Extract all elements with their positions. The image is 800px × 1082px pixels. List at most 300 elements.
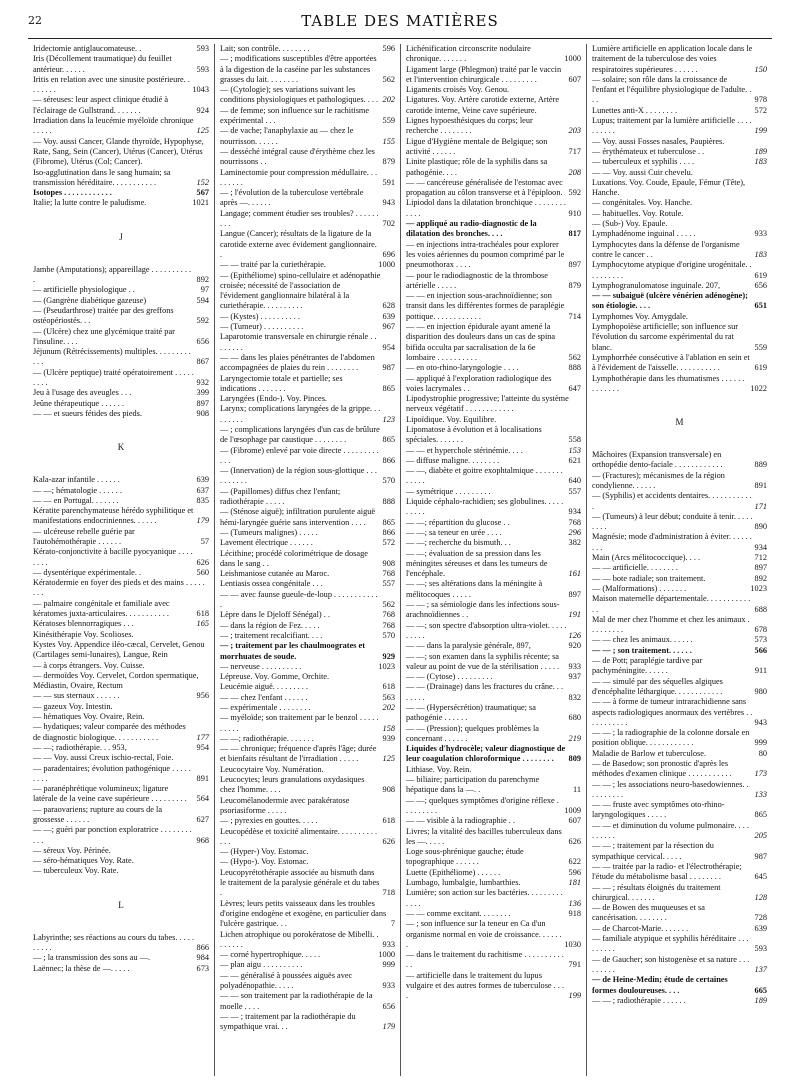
entry-text: — biliaire; participation du parenchyme hépatique dans la —. . [406,775,540,795]
entry-page-number: 980 [754,686,767,696]
index-entry [406,415,581,425]
index-entry [406,291,581,322]
section-letter: L [118,899,124,910]
index-entry [220,353,395,374]
index-entry [406,394,581,415]
index-entry [220,610,395,620]
entry-text: Lumière; son action sur les bactéries. . . . . . . . . . . . . [406,888,563,908]
index-entry [592,955,767,976]
index-entry [33,399,209,409]
entry-text: — — subaiguë (ulcère vénérien adénogène); son étiologie. . . . [592,291,748,311]
entry-text: — ; l'évolution de la tuberculose vertébrale après —. . . . . . [220,188,364,208]
index-entry [220,744,395,765]
index-entry [220,734,395,744]
index-entry [33,753,209,763]
entry-text: Magnésie; mode d'administration à éviter. . . . . . . . . [592,532,752,552]
entry-page-number: 1000 [378,950,395,960]
entry-page-number: 137 [754,964,767,974]
entry-text: Kératite parenchymateuse hérédo syphilitique et manifestations endocriniennes. . . . . . [33,506,194,526]
entry-text: — — et hyperchole stérinémie. . . . [406,445,523,455]
index-entry [220,960,395,970]
entry-text: Lipodystrophie progressive; l'atteinte du système nerveux végétatif . . . . . . . . . . . . [406,394,569,414]
entry-text: — nerveuse . . . . . . . . . . [220,661,302,671]
index-entry [220,54,395,85]
entry-page-number: 645 [754,872,767,882]
index-entry [33,630,209,640]
entry-page-number: 564 [196,794,209,804]
entry-text: Lumière artificielle en application locale dans le traitement de la tuberculose des voies respiratoires supérieures . . . . . . [592,44,753,74]
entry-text: — Voy. aussi Fosses nasales, Paupières. [592,136,725,146]
entry-text: — — en Portugal. . . . . . . [33,495,119,505]
index-entry [220,590,395,611]
entry-text: Laryngectomie totale et partielle; ses indications . . . . . . . [220,373,343,393]
entry-page-number: 866 [382,455,395,465]
entry-page-number: 165 [196,619,209,629]
entry-page-number: 621 [568,455,581,465]
entry-page-number: 382 [568,538,581,548]
entry-text: Larynx; complications laryngées de la grippe. . . . . . . . . [220,404,381,424]
entry-text: — de Pott; paraplégie tardive par pachyméningite. . . . . . [592,656,703,676]
index-entry [220,950,395,960]
index-entry [33,619,209,629]
index-entry [592,594,767,615]
entry-page-number: 152 [196,177,209,187]
entry-text: Kinésithérapie Voy. Scolioses. [33,629,134,639]
entry-page-number: 832 [568,692,581,702]
index-entry [220,693,395,703]
entry-page-number: 1009 [564,805,581,815]
entry-page-number: 136 [568,898,581,908]
index-entry [406,44,581,65]
entry-text: — séro-hématiques Voy. Rate. [33,856,134,866]
index-entry [33,547,209,568]
index-entry [406,219,581,240]
entry-text: — expérimentale . . . . . . . . [220,703,311,712]
entry-text: — (Ulcère peptique) traité opératoirement . . . . . . . . . [33,367,194,388]
index-entry [220,930,395,951]
entry-page-number: 202 [382,703,395,712]
entry-text: — gazeux Voy. Intestin. [33,701,113,711]
index-entry [33,116,209,137]
index-entry [592,75,767,106]
index-entry [406,322,581,363]
entry-page-number: 714 [568,311,581,321]
entry-text: Lignes hypoesthésiques du corps; leur recherche . . . . . . . . [406,116,533,136]
index-entry [592,312,767,322]
index-entry [406,827,581,848]
entry-page-number: 696 [382,249,395,259]
entry-text: Lavement électrique . . . . . . [220,538,313,548]
entry-page-number: 562 [568,352,581,362]
entry-text: — solaire; son rôle dans la croissance de l'enfant et l'équilibre physiologique de l'adulte. . . . [592,74,752,105]
index-entry [220,847,395,857]
entry-page-number: 865 [382,435,395,445]
index-entry [220,168,395,189]
index-entry [406,682,581,703]
entry-text: — (Epithéliome) spino-cellulaire et adénopathie croisée; nécessité de l'association de l'évidement ganglionnaire bilatéral à la curiethérapie. . . . . . . . . . [220,270,381,311]
entry-text: — (Fractures); mécanismes de la région condylienne. . . . . . [592,470,725,490]
entry-text: — ; traitement recalcifiant. . . . [220,630,323,640]
index-entry [220,971,395,992]
entry-page-number: 954 [382,342,395,352]
index-entry [33,691,209,701]
entry-page-number: 933 [754,229,767,239]
entry-text: Laënnec; la thèse de —. . . . . [33,963,130,973]
index-entry [33,54,209,75]
index-entry [220,507,395,528]
entry-text: — palmaire congénitale et familiale avec kératomes juxta-articulaires. . . . . . . . . . . [33,598,170,619]
entry-page-number: 177 [196,732,209,742]
entry-page-number: 607 [568,816,581,826]
entry-page-number: 943 [754,717,767,727]
entry-text: — — ; traitement par la radiothérapie du sympathique vrai. . . [220,1011,356,1032]
entry-text: — — dans les plaies pénétrantes de l'abdomen accompagnées de plaies du rein . . . . . . . . [220,352,375,373]
entry-page-number: 619 [754,270,767,280]
entry-page-number: 80 [758,748,767,758]
entry-page-number: 125 [382,754,395,764]
index-entry [592,219,767,229]
index-entry [592,934,767,955]
entry-page-number: 984 [196,953,209,963]
entry-page-number: 968 [196,835,209,845]
index-entry [406,425,581,446]
section-letter: M [675,417,684,428]
index-entry [592,615,767,636]
entry-page-number: 570 [382,476,395,486]
entry-text: Lupus; traitement par la lumière artificielle . . . . . . . . . . [592,116,752,136]
entry-text: Main (Arcs mélitococcique). . . . [592,553,701,563]
index-entry [406,240,581,271]
entry-page-number: 1022 [750,383,767,393]
entry-page-number: 639 [382,311,395,321]
entry-page-number: 934 [754,542,767,552]
entry-page-number: 183 [754,249,767,259]
entry-page-number: 627 [196,815,209,824]
entry-text: — —; radiothérapie. . . . . . . [220,733,314,743]
entry-page-number: 97 [200,285,209,295]
entry-page-number: 125 [196,126,209,136]
index-entry [592,147,767,157]
index-entry [592,450,767,471]
index-entry [33,846,209,856]
index-entry [592,291,767,312]
entry-text: Liquides d'hydrocèle; valeur diagnostique de leur coagulation chloroformique . . . . . . . . [406,744,566,764]
entry-text: Kératodermie en foyer des pieds et des mains . . . . . . . . [33,578,205,598]
entry-text: Italie; la lutte contre le paludisme. [33,198,147,208]
entry-page-number: 954 [196,742,209,752]
entry-page-number: 626 [382,836,395,846]
entry-text: Ligament large (Phlegmon) traité par le vaccin et l'intervention chirurgicale . . . . . . . . . [406,64,562,84]
entry-text: Lymphocytes dans la défense de l'organisme contre le cancer . . [592,239,740,259]
entry-page-number: 626 [196,557,209,567]
entry-text: Kala-azar infantile . . . . . . [33,475,120,485]
index-entry [33,764,209,785]
entry-page-number: 1000 [564,54,581,64]
entry-text: — diffuse maligne. . . . . . . . [406,455,500,465]
index-entry [220,126,395,147]
entry-text: Kystes Voy. Appendice iléo-cæcal, Cervelet, Genou (Cartilages semi-lunaires), Langue, Rein [33,639,205,660]
entry-page-number: 203 [568,126,581,136]
entry-text: — — ; résultats éloignés du traitement chirurgical. . . . . . . [592,882,721,902]
entry-page-number: 618 [196,609,209,619]
index-entry [592,281,767,291]
entry-text: — — (Pression); quelques problèmes la concernant . . . . . . [406,723,539,743]
entry-text: Irradiation dans la leucémie myéloïde chronique . . . . . [33,116,194,136]
entry-text: Leucopédèse et toxicité alimentaire. . . . . . . . . . . . . [220,826,378,846]
index-entry [220,579,395,589]
index-entry [220,446,395,467]
entry-page-number: 656 [196,336,209,346]
entry-text: — plan aigu . . . . . . . . . . [220,960,303,970]
index-entry [406,157,581,178]
entry-text: — habituelles. Voy. Rotule. [592,208,684,218]
entry-page-number: 183 [754,157,767,167]
entry-text: — paradentaires; évolution pathogénique . . . . . . . . . [33,763,191,783]
index-entry [592,841,767,862]
index-entry [592,800,767,821]
entry-page-number: 908 [382,785,395,795]
entry-text: — séreux Voy. Périnée. [33,845,111,855]
index-entry [33,527,209,548]
entry-page-number: 1000 [378,260,395,270]
entry-page-number: 889 [754,460,767,470]
entry-page-number: 865 [754,810,767,820]
entry-text: — (Malformations) . . . . . . . [592,583,687,593]
entry-text: — dysentérique expérimentale. . [33,567,142,577]
entry-text: Linite plastique; rôle de la syphilis dans sa pathogénie. . . . [406,157,548,177]
index-entry [406,971,581,1002]
entry-page-number: 718 [382,888,395,898]
entry-text: Ligatures. Voy. Artère carotide externe, Artère carotide interne, Veine cave supérieure. [406,95,560,115]
index-entry [592,780,767,801]
index-entry [33,712,209,722]
entry-text: Leucocytaire Voy. Numération. [220,764,324,774]
entry-text: Labyrinthe; ses réactions au cours du tabes. . . . . . . . . . [33,932,195,953]
index-entry [220,332,395,353]
entry-page-number: 967 [382,322,395,332]
entry-page-number: 891 [754,480,767,490]
entry-page-number: 592 [196,316,209,326]
entry-text: Luxations. Voy. Coude, Epaule, Fémur (Tête), Hanche. [592,177,746,198]
entry-text: — Voy. aussi Cancer, Glande thyroïde, Hypophyse, Rate, Sang, Sein (Cancer), Utérus (Cancer), Utérus (Fibrome), Utérus (Col; Cancer). [33,136,204,167]
index-entry [220,271,395,312]
entry-page-number: 593 [196,64,209,74]
entry-page-number: 637 [196,485,209,495]
entry-text: — appliqué au radio-diagnostic de la dilatation des bronches. . . . [406,219,537,239]
index-entry [33,671,209,692]
entry-text: — — (Drainage) dans les fractures du crâne. . . . . . . . [406,682,564,702]
index-entry [592,374,767,395]
entry-page-number: 865 [382,383,395,393]
entry-text: Langue (Cancer); résultats de la ligature de la carotide externe avec évidement ganglionnaire. . [220,229,377,259]
index-entry [406,579,581,600]
entry-text: — — son traitement par la radiothérapie de la moelle . . . . [220,991,373,1011]
index-entry [592,353,767,374]
entry-page-number: 562 [382,600,395,610]
entry-text: — de Gaucher; son histogenèse et sa nature . . . . . . . . . [592,954,750,974]
entry-page-number: 618 [382,816,395,826]
entry-page-number: 999 [754,738,767,748]
index-entry [33,347,209,368]
entry-text: — (Kystes) . . . . . . . . . . [220,311,300,321]
index-entry [33,198,209,208]
index-entry [406,538,581,548]
entry-page-number: 219 [568,733,581,743]
entry-text: — —; ses altérations dans la méningite à mélitocoques . . . . . [406,579,543,599]
entry-text: Ligaments croisés Voy. Genou. [406,85,510,95]
entry-page-number: 987 [382,363,395,373]
entry-text: Jeu à l'usage des aveugles . . . [33,388,132,398]
entry-page-number: 557 [568,486,581,496]
entry-text: — — ; radiothérapie . . . . . . [592,995,686,1005]
index-entry [33,805,209,826]
entry-text: — (Ulcère) chez une glycémique traité par l'insuline. . . . [33,326,175,346]
entry-text: — hydatiques; valeur comparée des méthodes de diagnostic biologique. . . . . . . . . . . [33,722,186,742]
entry-text: — (Papillomes) diffus chez l'enfant; radiothérapie . . . . . [220,486,341,507]
entry-text: — — Voy. aussi Creux ischio-rectal, Foie. [33,753,174,763]
entry-page-number: 199 [568,991,581,1001]
index-entry [33,784,209,805]
entry-text: — — comme excitant. . . . . . . . [406,908,511,918]
entry-text: — (Hyper-) Voy. Estomac. [220,847,309,857]
entry-text: Loge sous-phrénique gauche; étude topographique . . . . . . [406,847,524,867]
index-entry [406,518,581,528]
index-entry [406,847,581,868]
entry-page-number: 57 [200,536,209,546]
entry-page-number: 888 [568,363,581,373]
index-entry [220,209,395,230]
entry-text: — — ; son traitement. . . . . . [592,645,692,655]
entry-page-number: 728 [754,913,767,923]
entry-page-number: 929 [382,651,395,661]
entry-text: — paraovariens; rupture au cours de la grossesse . . . . . . [33,804,163,824]
index-entry [220,775,395,796]
entry-text: — —; quelques symptômes d'origine réflexe . . . . . . . . . [406,795,559,815]
index-entry [33,496,209,506]
entry-page-number: 607 [568,74,581,84]
index-entry [33,168,209,189]
entry-page-number: 835 [196,495,209,505]
index-entry [33,188,209,198]
entry-page-number: 593 [196,44,209,53]
entry-text: Lipiodol dans la dilatation bronchique . . . . . . . . . . . . [406,198,566,218]
entry-page-number: 640 [568,476,581,486]
index-entry [220,44,395,54]
index-entry [220,538,395,548]
entry-page-number: 892 [196,275,209,285]
entry-page-number: 712 [754,553,767,563]
entry-text: — (Sténose aiguë); infiltration purulente aiguë hémi-laryngée guérie sans intervention . . . . [220,507,376,527]
entry-text: — (Fibrome) enlevé par voie directe . . . . . . . . . . . . [220,445,379,465]
entry-text: — — (Hypersécrétion) traumatique; sa pathogénie . . . . . . [406,703,536,723]
entry-text: — —; son spectre d'absorption ultra-violet. . . . . . . . . . [406,620,567,640]
index-entry [220,682,395,692]
entry-page-number: 939 [382,733,395,743]
index-entry [220,528,395,538]
entry-page-number: 596 [382,44,395,53]
entry-page-number: 999 [382,960,395,970]
index-entry [406,816,581,826]
index-entry [406,137,581,158]
entry-page-number: 189 [754,146,767,156]
entry-text: Lymphorrhée consécutive à l'ablation en sein et à l'évidement de l'aisselle. . . . . . . . . . . [592,352,750,373]
index-entry [220,796,395,817]
entry-text: Jeûne thérapeutique . . . . . . [33,398,125,408]
index-entry [33,722,209,743]
index-entry [406,600,581,621]
page-header [28,10,772,36]
entry-text: Isotopes . . . . . . . . . . . . [33,188,112,198]
entry-page-number: 567 [196,188,209,198]
entry-text: Leishmaniose cutanée au Maroc. [220,569,330,579]
entry-page-number: 897 [754,563,767,573]
entry-text: — — chez l'enfant . . . . . . [220,692,308,702]
entry-text: — de femme; son influence sur le rachitisme expérimental . . . [220,105,370,126]
index-entry [592,697,767,728]
index-entry [33,486,209,496]
entry-text: — de Charcot-Marie. . . . . . . [592,923,689,933]
index-entry [33,409,209,419]
index-entry [592,260,767,281]
entry-page-number: 937 [568,672,581,682]
entry-text: — — artificielle. . . . . . . . [592,563,678,573]
entry-text: — de vache; l'anaphylaxie au — chez le nourrisson. . . . . . [220,126,354,146]
entry-page-number: 688 [754,604,767,614]
index-entry [220,672,395,682]
index-entry [592,240,767,261]
entry-page-number: 910 [568,208,581,218]
entry-page-number: 596 [568,867,581,877]
entry-text: — —, diabète et goitre exophtalmique . . . . . . . . . . . . [406,466,563,486]
index-entry [592,491,767,512]
entry-page-number: 572 [382,538,395,548]
entry-page-number: 296 [568,527,581,537]
entry-text: — — chronique; fréquence d'après l'âge; durée et bienfaits résultant de l'irradiation . . . . . [220,744,377,764]
entry-text: — — ; sa sémiologie dans les infections sous-arachnoïdiennes . . [406,600,560,620]
entry-text: Lymphomes Voy. Amygdale. [592,311,688,321]
entry-page-number: 717 [568,146,581,156]
entry-text: — desséché intégral cause d'érythème chez les nourrissons . . [220,146,375,167]
entry-page-number: 591 [382,177,395,187]
index-entry [592,646,767,656]
entry-page-number: 768 [568,517,581,527]
index-entry [406,374,581,395]
entry-text: — (Syphilis) et accidents dentaires. . . . . . . . . . . . [592,491,752,511]
index-entry [220,466,395,487]
entry-text: — de Heine-Medin; étude de certaines formes douloureuses. . . . [592,975,728,995]
entry-text: — en injections intra-trachéales pour explorer les voies aériennes du poumon comprimé par le pneumothorax . . . . [406,239,565,270]
entry-text: — — sus sternaux . . . . . . [33,691,120,701]
index-entry [406,271,581,292]
entry-text: — ; son influence sur la teneur en Ca d'un organisme normal en voie de croissance. . . . . . . [406,919,562,949]
entry-text: Lèvres; leurs petits vaisseaux dans les troubles d'origine endogène et exogène, en particulier dans l'ulcère gastrique. . . [220,898,387,929]
entry-page-number: 673 [196,963,209,973]
entry-page-number: 562 [382,74,395,84]
section-letter: K [117,442,125,453]
entry-page-number: 791 [568,960,581,970]
index-entry [220,106,395,127]
entry-page-number: 911 [754,666,767,676]
entry-page-number: 592 [568,188,581,198]
entry-page-number: 179 [196,516,209,526]
entry-page-number: 933 [568,661,581,671]
entry-text: — — visible à la radiographie . . [406,816,515,826]
entry-text: — (Gangrène diabétique gazeuse) [33,295,147,305]
index-entry [220,827,395,848]
entry-page-number: 1030 [564,939,581,949]
index-entry [406,878,581,888]
entry-text: — dans la région de Fez. . . . . [220,620,320,630]
